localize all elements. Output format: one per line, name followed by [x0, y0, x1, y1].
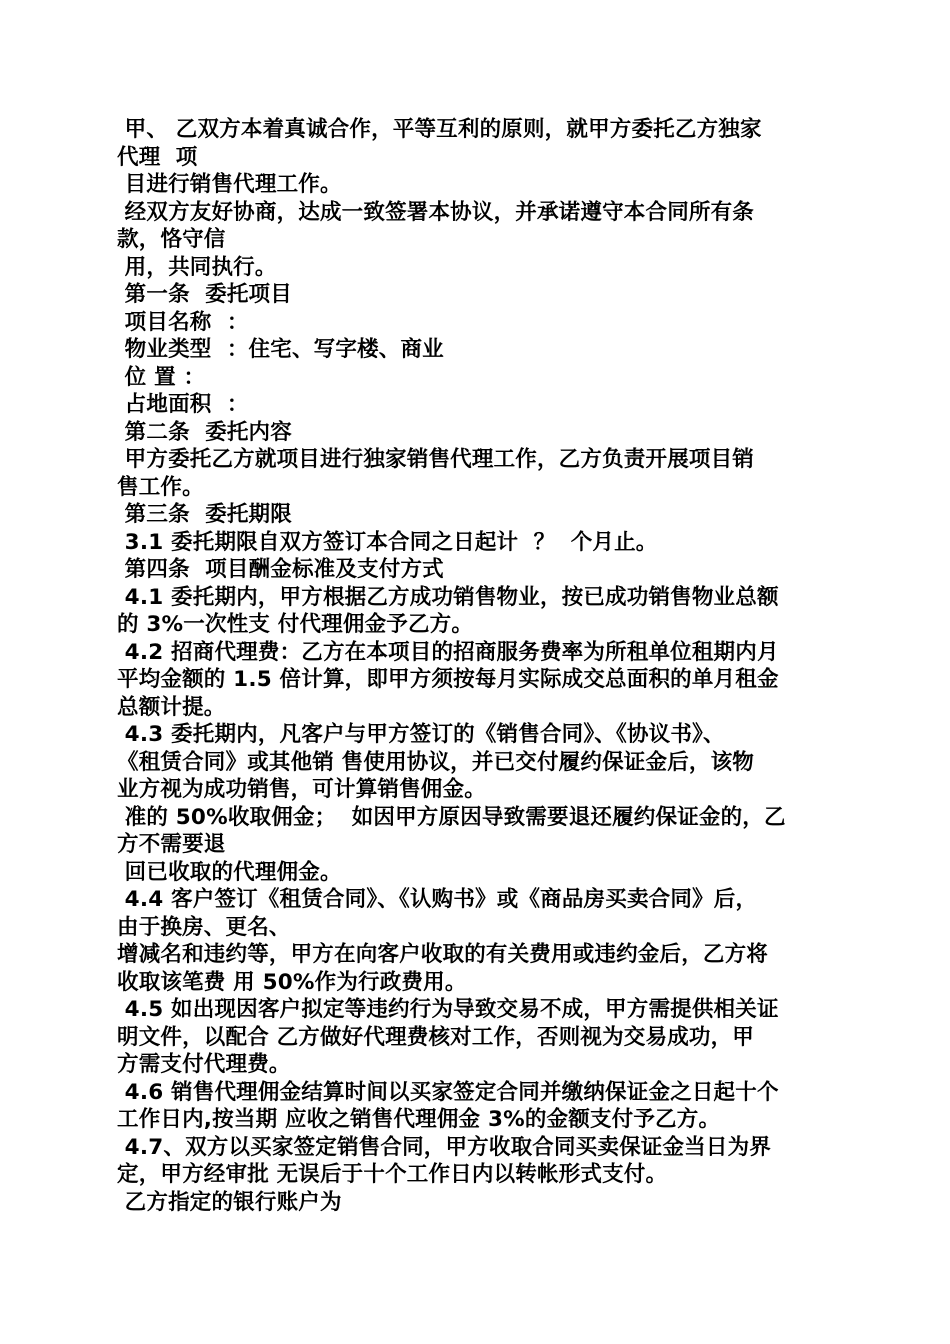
text-line: 总额计提。	[117, 694, 226, 720]
text-line: 甲方委托乙方就项目进行独家销售代理工作，乙方负责开展项目销	[117, 447, 754, 472]
text-line: 方需支付代理费。	[117, 1052, 291, 1077]
text-line: 平均金额的 1.5 倍计算，即甲方须按每月实际成交总面积的单月租金	[117, 667, 779, 692]
contract-body	[117, 116, 837, 1216]
text-line: 代理 项	[117, 144, 198, 170]
text-line: 收取该笔费 用 50%作为行政费用。	[117, 969, 467, 995]
clause-4-4: 4.4 客户签订《租赁合同》、《认购书》或《商品房买卖合同》后，	[117, 887, 758, 912]
text-line: 甲、 乙双方本着真诚合作，平等互利的原则，就甲方委托乙方独家	[117, 117, 762, 142]
clause-4-6: 4.6 销售代理佣金结算时间以买家签定合同并缴纳保证金之日起十个	[117, 1079, 779, 1105]
field-property-type: 物业类型 ：住宅、写字楼、商业	[117, 337, 444, 362]
clause-4-3: 4.3 委托期内，凡客户与甲方签订的《销售合同》、《协议书》、	[117, 722, 725, 747]
text-line: 定，甲方经审批 无误后于十个工作日内以转帐形式支付。	[117, 1162, 668, 1187]
text-line: 款，恪守信	[117, 227, 226, 252]
text-line: 《租赁合同》或其他销 售使用协议，并已交付履约保证金后，该物	[117, 749, 754, 775]
clause-3-1: 3.1 委托期限自双方签订本合同之日起计 ？ 个月止。	[117, 529, 658, 555]
clause-4-5: 4.5 如出现因客户拟定等违约行为导致交易不成，甲方需提供相关证	[117, 997, 779, 1022]
bank-account-line: 乙方指定的银行账户为	[117, 1189, 342, 1215]
text-line: 业方视为成功销售，可计算销售佣金。	[117, 777, 486, 802]
section-heading-3: 第三条 委托期限	[117, 502, 292, 527]
text-line: 目进行销售代理工作。	[117, 172, 342, 197]
text-line: 的 3%一次性支 付代理佣金予乙方。	[117, 612, 474, 637]
text-line: 售工作。	[117, 474, 204, 500]
clause-4-7: 4.7、双方以买家签定销售合同，甲方收取合同买卖保证金当日为界	[117, 1134, 771, 1160]
field-land-area: 占地面积 ：	[117, 392, 249, 417]
text-line: 增减名和违约等，甲方在向客户收取的有关费用或违约金后，乙方将	[117, 942, 769, 967]
section-heading-4: 第四条 项目酬金标准及支付方式	[117, 557, 444, 582]
field-project-name: 项目名称 ：	[117, 309, 249, 335]
clause-4-2: 4.2 招商代理费：乙方在本项目的招商服务费率为所租单位租期内月	[117, 639, 779, 665]
text-line: 回已收取的代理佣金。	[117, 859, 342, 885]
section-heading-2: 第二条 委托内容	[117, 419, 292, 445]
text-line: 明文件，以配合 乙方做好代理费核对工作，否则视为交易成功，甲	[117, 1024, 754, 1050]
clause-4-1: 4.1 委托期内，甲方根据乙方成功销售物业，按已成功销售物业总额	[117, 584, 779, 610]
text-line: 经双方友好协商，达成一致签署本协议，并承诺遵守本合同所有条	[117, 199, 754, 225]
text-line: 方不需要退	[117, 832, 226, 857]
text-line: 由于换房、更名、	[117, 914, 291, 940]
field-location: 位 置 ：	[117, 364, 206, 390]
text-line: 用，共同执行。	[117, 254, 277, 280]
section-heading-1: 第一条 委托项目	[117, 282, 292, 307]
text-line: 准的 50%收取佣金； 如因甲方原因导致需要退还履约保证金的，乙	[117, 804, 786, 830]
text-line: 工作日内,按当期 应收之销售代理佣金 3%的金额支付予乙方。	[117, 1107, 721, 1132]
